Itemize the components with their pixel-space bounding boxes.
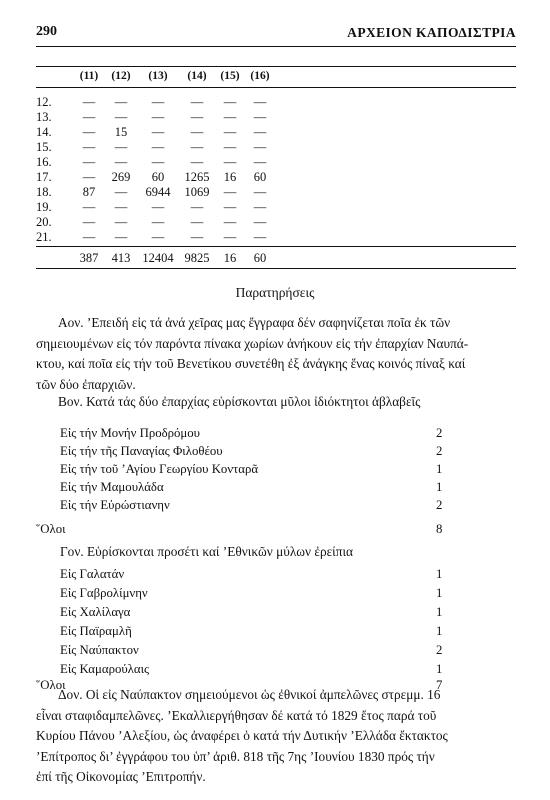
table-cell: — <box>253 110 267 124</box>
total-cell: 413 <box>111 251 131 265</box>
mill-location: Εἰς τήν Μονήν Προδρόμου <box>60 426 201 440</box>
table-cell: — <box>82 95 96 109</box>
table-cell: — <box>114 230 128 244</box>
paragraph-a <box>36 313 516 395</box>
table-cell: — <box>253 95 267 109</box>
table-totals-rule <box>36 246 516 247</box>
mill-entry <box>60 567 450 584</box>
total-cell: 387 <box>79 251 99 265</box>
mill-entry <box>60 444 450 461</box>
mill-count: 1 <box>436 662 443 676</box>
table-cell: — <box>253 140 267 154</box>
table-cell: — <box>151 155 165 169</box>
table-cell: 60 <box>151 170 165 184</box>
mill-entry <box>60 426 450 443</box>
paragraph-c: Γον. Εὑρίσκονται προσέτι καί ’Εθνικῶν μύλων ἐρείπια <box>60 544 353 559</box>
page-number: 290 <box>36 24 57 39</box>
row-number: 12. <box>36 95 52 109</box>
mill-count: 1 <box>436 624 443 638</box>
table-cell: — <box>82 155 96 169</box>
table-cell: — <box>114 200 128 214</box>
table-cell: — <box>151 110 165 124</box>
table-cell: — <box>151 140 165 154</box>
table-cell: — <box>223 185 237 199</box>
mill-entry <box>60 498 450 515</box>
row-number: 19. <box>36 200 52 214</box>
paragraph-line: ἐπί τῆς Οἰκονομίας ’Επιτροπήν. <box>36 769 206 784</box>
paragraph-d <box>36 685 516 788</box>
column-header: (13) <box>148 70 168 82</box>
row-number: 15. <box>36 140 52 154</box>
mill-location: Εἰς τήν τοῦ ’Αγίου Γεωργίου Κονταρᾶ <box>60 462 259 476</box>
table-cell: — <box>190 95 204 109</box>
table-cell: — <box>82 215 96 229</box>
mill-count: 2 <box>436 643 443 657</box>
row-number: 13. <box>36 110 52 124</box>
private-mills-total <box>36 522 450 539</box>
table-cell: — <box>151 125 165 139</box>
column-header: (14) <box>187 70 207 82</box>
column-header: (16) <box>250 70 270 82</box>
mill-entry <box>60 662 450 679</box>
remarks-title: Παρατηρήσεις <box>235 285 315 300</box>
mill-count: 2 <box>436 426 443 440</box>
total-cell: 12404 <box>142 251 174 265</box>
table-cell: — <box>82 230 96 244</box>
mill-location: Εἰς Παϊραμλῆ <box>60 624 132 638</box>
table-cell: — <box>82 110 96 124</box>
row-number: 18. <box>36 185 52 199</box>
table-cell: — <box>190 125 204 139</box>
mill-entry <box>60 462 450 479</box>
table-cell: — <box>223 110 237 124</box>
table-cell: — <box>190 215 204 229</box>
table-cell: — <box>151 230 165 244</box>
table-cell: 60 <box>253 170 267 184</box>
paragraph-line: Δον. Οἱ εἰς Ναύπακτον σημειούμενοι ὡς ἐθνικοί ἀμπελῶνες στρεμμ. 16 <box>58 687 441 702</box>
table-cell: — <box>223 230 237 244</box>
table-cell: — <box>114 215 128 229</box>
mill-count: 1 <box>436 462 443 476</box>
total-value: 7 <box>436 678 443 692</box>
table-cell: — <box>190 155 204 169</box>
row-number: 21. <box>36 230 52 244</box>
mill-count: 1 <box>436 605 443 619</box>
header-rule <box>36 46 516 47</box>
paragraph-line: κτου, καί ποῖα εἰς τήν τοῦ Βενετίκου συνετέθη ἐξ ἀνάγκης ἕνας κοινός πίναξ καί <box>36 356 466 371</box>
paragraph-b: Βον. Κατά τάς δύο ἐπαρχίας εὑρίσκονται μῦλοι ἰδιόκτητοι ἀβλαβεῖς <box>58 394 421 409</box>
mill-location: Εἰς Χαλίλαγα <box>60 605 131 619</box>
table-cell: 16 <box>223 170 237 184</box>
table-cell: — <box>223 95 237 109</box>
mill-entry <box>60 643 450 660</box>
total-label: ῞Ολοι <box>36 522 66 536</box>
paragraph-line: τῶν δύο ἐπαρχιῶν. <box>36 376 136 392</box>
total-cell: 9825 <box>184 251 210 265</box>
paragraph-line: Αον. ’Επειδή εἰς τά ἀνά χεῖρας μας ἔγγραφα δέν σαφηνίζεται ποῖα ἐκ τῶν <box>58 315 451 330</box>
mill-count: 1 <box>436 586 443 600</box>
mill-count: 1 <box>436 480 443 494</box>
mill-location: Εἰς Γαλατάν <box>60 567 125 581</box>
table-cell: — <box>114 155 128 169</box>
table-cell: — <box>253 215 267 229</box>
mill-location: Εἰς Ναύπακτον <box>60 643 139 657</box>
paragraph-line: Κυρίου Πάνου ’Αλεξίου, ὡς ἀναφέρει ὁ κατά τήν Δυτικήν ’Ελλάδα ἔκτακτος <box>36 728 448 743</box>
table-cell: 269 <box>111 170 131 184</box>
table-cell: — <box>82 170 96 184</box>
mill-entry <box>60 624 450 641</box>
table-cell: 1069 <box>184 185 210 199</box>
table-cell: — <box>253 200 267 214</box>
paragraph-line: ’Επίτροπος δι’ ἐγγράφου του ὑπ’ ἀριθ. 818 τῆς 7ης ’Ιουνίου 1830 πρός τήν <box>36 748 435 764</box>
table-cell: — <box>151 200 165 214</box>
table-cell: — <box>114 140 128 154</box>
row-number: 16. <box>36 155 52 169</box>
running-title: ΑΡΧΕΙΟΝ ΚΑΠΟΔΙΣΤΡΙΑ <box>347 25 516 40</box>
table-cell: — <box>82 200 96 214</box>
table-cell: — <box>190 200 204 214</box>
mill-count: 1 <box>436 567 443 581</box>
row-number: 17. <box>36 170 52 184</box>
table-cell: 15 <box>114 125 128 139</box>
mill-entry <box>60 480 450 497</box>
table-cell: — <box>223 140 237 154</box>
mill-location: Εἰς Καμαρούλαις <box>60 662 150 676</box>
table-header-rule <box>36 87 516 88</box>
table-cell: — <box>253 155 267 169</box>
paragraph-line: εἶναι σταφιδαμπελῶνες. ’Εκαλλιεργήθησαν δέ κατά τό 1829 ἔτος παρά τοῦ <box>36 707 437 723</box>
table-cell: — <box>190 110 204 124</box>
total-value: 8 <box>436 522 443 536</box>
paragraph-line: σημειουμένων εἰς τόν παρόντα πίνακα χωρίων ἀνήκουν εἰς τήν ἐπαρχίαν Ναυπά- <box>36 335 469 351</box>
table-cell: — <box>114 95 128 109</box>
table-cell: — <box>190 230 204 244</box>
column-header: (11) <box>79 70 99 82</box>
mill-location: Εἰς τήν Εὐρώστιανην <box>60 498 170 512</box>
table-cell: — <box>223 125 237 139</box>
table-cell: — <box>253 125 267 139</box>
table-cell: — <box>190 140 204 154</box>
table-cell: — <box>253 230 267 244</box>
table-cell: — <box>151 95 165 109</box>
table-cell: — <box>114 185 128 199</box>
column-header: (12) <box>111 70 131 82</box>
table-cell: 87 <box>82 185 96 199</box>
table-cell: 6944 <box>145 185 171 199</box>
table-cell: — <box>223 155 237 169</box>
mill-entry <box>60 605 450 622</box>
table-cell: — <box>223 215 237 229</box>
row-number: 14. <box>36 125 52 139</box>
mill-location: Εἰς τήν Μαμουλάδα <box>60 480 164 494</box>
total-cell: 16 <box>223 251 237 265</box>
mill-entry <box>60 586 450 603</box>
row-number: 20. <box>36 215 52 229</box>
table-cell: — <box>253 185 267 199</box>
mill-location: Εἰς τήν τῆς Παναγίας Φιλοθέου <box>60 444 223 458</box>
mill-count: 2 <box>436 444 443 458</box>
total-cell: 60 <box>253 251 267 265</box>
table-cell: — <box>82 140 96 154</box>
table-cell: — <box>223 200 237 214</box>
table-cell: — <box>114 110 128 124</box>
table-bottom-rule <box>36 268 516 269</box>
table-cell: — <box>151 215 165 229</box>
table-cell: — <box>82 125 96 139</box>
table-top-rule <box>36 66 516 67</box>
mill-location: Εἰς Γαβρολίμνην <box>60 586 148 600</box>
mill-count: 2 <box>436 498 443 512</box>
total-label: ῞Ολοι <box>36 678 66 692</box>
column-header: (15) <box>220 70 240 82</box>
table-cell: 1265 <box>184 170 210 184</box>
